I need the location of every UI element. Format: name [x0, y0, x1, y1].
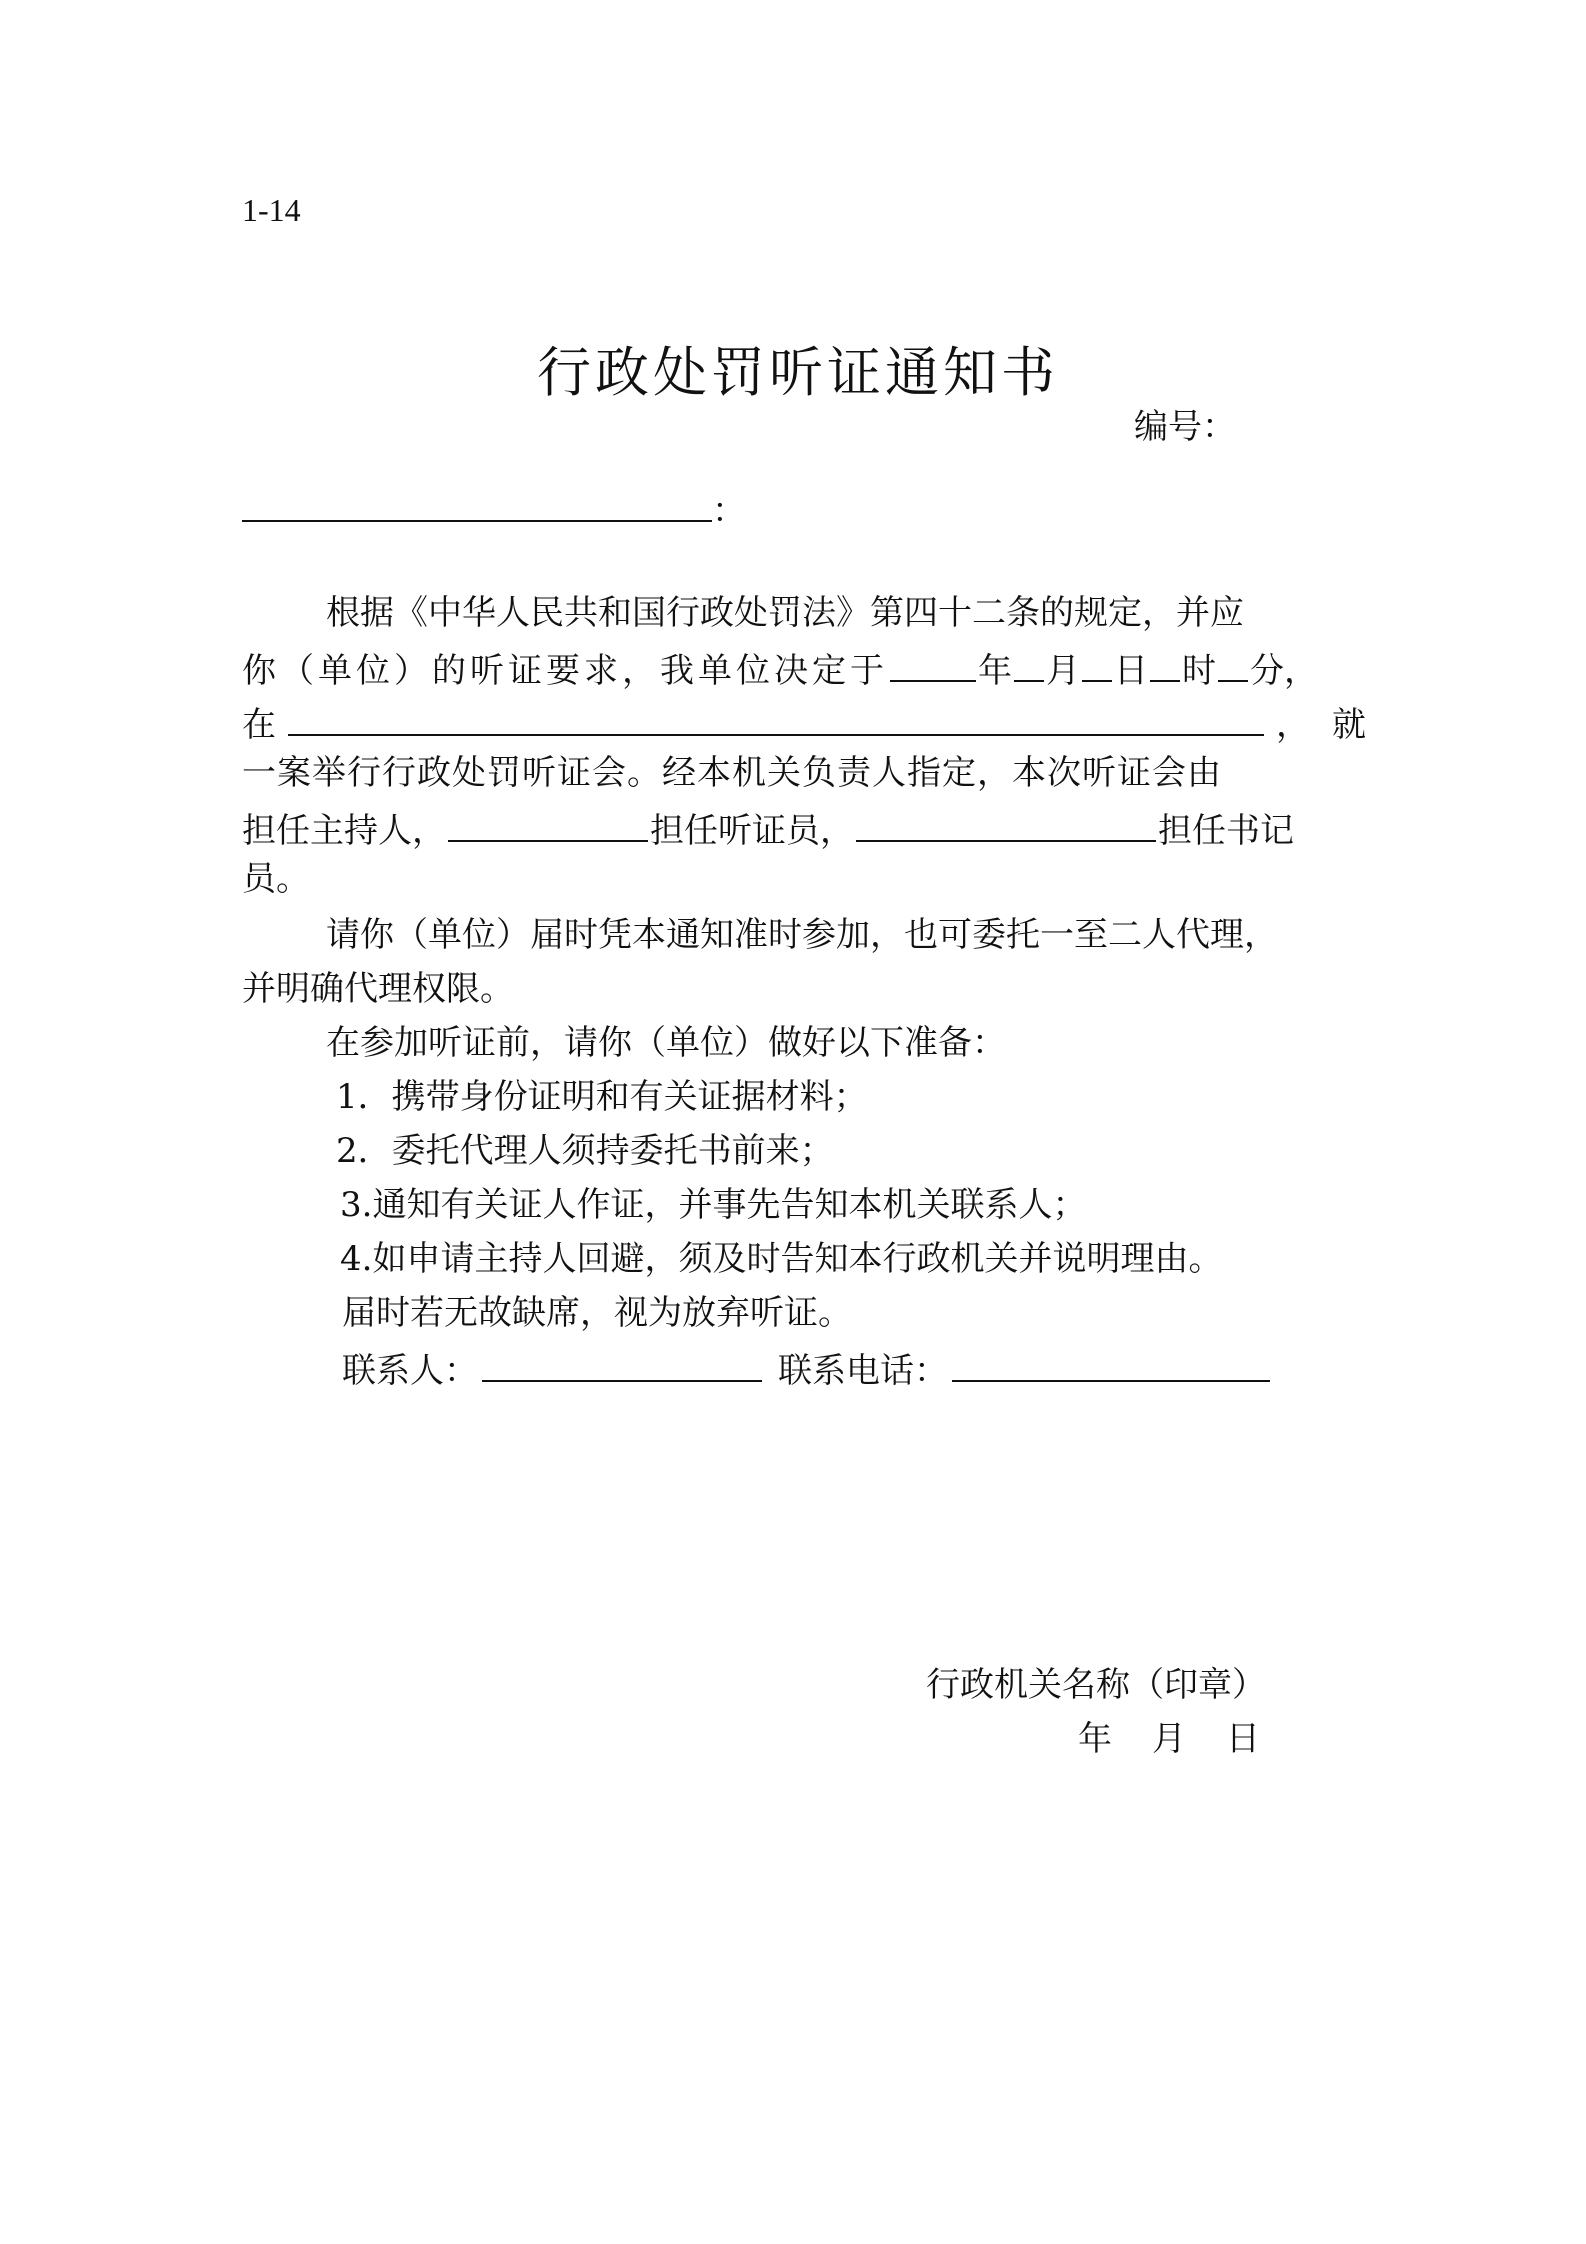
year-blank[interactable] — [890, 650, 976, 682]
signature-date: 年 月 日 — [1078, 1719, 1260, 1759]
document-title: 行政处罚听证通知书 — [537, 341, 1059, 404]
authority-seal-label: 行政机关名称（印章） — [926, 1665, 1266, 1705]
host-blank[interactable] — [448, 810, 648, 842]
location-blank[interactable] — [288, 704, 1264, 736]
prep-item-3: 3.通知有关证人作证，并事先告知本机关联系人； — [340, 1185, 1087, 1225]
prep-item-1: 1．携带身份证明和有关证据材料； — [336, 1077, 868, 1117]
para1-line5: 担任主持人， 担任听证员， 担任书记 — [242, 811, 1294, 851]
preparation-intro: 在参加听证前，请你（单位）做好以下准备： — [326, 1023, 1006, 1063]
prep-item-2: 2．委托代理人须持委托书前来； — [336, 1131, 834, 1171]
month-blank[interactable] — [1014, 650, 1044, 682]
para1-line3: 在 ，就 — [242, 705, 1388, 745]
contact-line — [342, 1350, 1270, 1391]
absence-note: 届时若无故缺席，视为放弃听证。 — [342, 1293, 852, 1333]
day-blank[interactable] — [1082, 650, 1112, 682]
minute-blank[interactable] — [1218, 650, 1248, 682]
phone-label: 联系电话： — [778, 1351, 948, 1391]
form-number: 1-14 — [242, 192, 301, 228]
para1-line4: 一案举行行政处罚听证会。经本机关负责人指定，本次听证会由 — [242, 753, 1222, 793]
para2-line1: 请你（单位）届时凭本通知准时参加，也可委托一至二人代理， — [326, 915, 1278, 955]
para1-line6: 员。 — [242, 859, 310, 899]
prep-item-4: 4.如申请主持人回避，须及时告知本行政机关并说明理由。 — [340, 1239, 1223, 1279]
hour-blank[interactable] — [1150, 650, 1180, 682]
para1-line1: 根据《中华人民共和国行政处罚法》第四十二条的规定，并应 — [326, 593, 1244, 633]
para2-line2: 并明确代理权限。 — [242, 969, 514, 1009]
para1-line2: 你（单位）的听证要求，我单位决定于 年 月 日 时 分， — [242, 651, 1318, 691]
serial-label: 编号： — [1134, 407, 1236, 447]
contact-label: 联系人： — [342, 1351, 478, 1391]
recipient-blank[interactable] — [242, 490, 712, 522]
phone-blank[interactable] — [952, 1350, 1270, 1382]
recipient-line — [242, 490, 746, 531]
hearing-officer-blank[interactable] — [856, 810, 1156, 842]
contact-blank[interactable] — [482, 1350, 762, 1382]
recipient-colon: ： — [712, 491, 746, 531]
